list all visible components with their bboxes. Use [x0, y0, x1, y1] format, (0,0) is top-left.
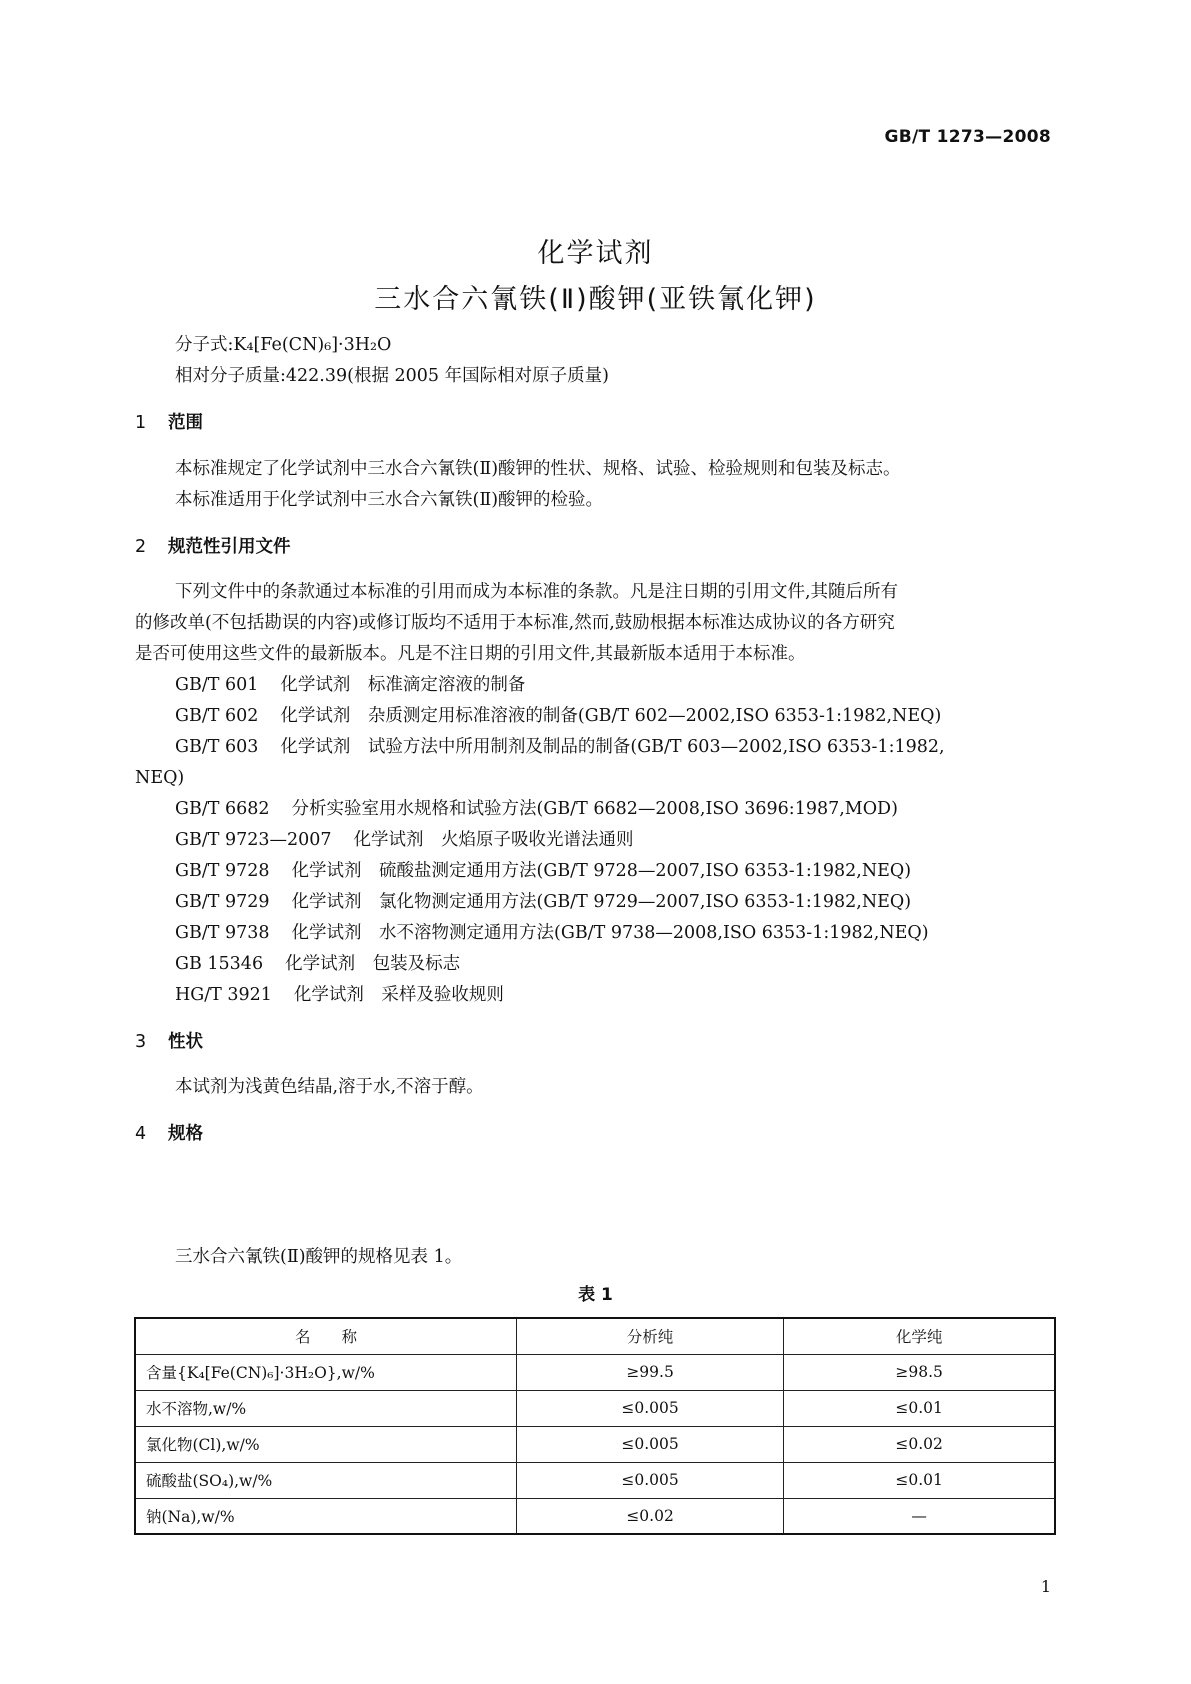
reference-title: 化学试剂 包装及标志: [285, 954, 461, 974]
section-title: 性状: [168, 1032, 203, 1052]
reference-title: 分析实验室用水规格和试验方法(GB/T 6682—2008,ISO 3696:1987,MOD): [291, 799, 898, 819]
paragraph: 本试剂为浅黄色结晶,溶于水,不溶于醇。: [175, 1077, 484, 1097]
document-subtitle: 三水合六氰铁(Ⅱ)酸钾(亚铁氰化钾): [374, 284, 817, 315]
reference-code: GB/T 601: [175, 675, 259, 695]
section-title: 范围: [168, 413, 203, 433]
table-cell: ≤0.01: [784, 1462, 1055, 1498]
reference-title: 化学试剂 硫酸盐测定通用方法(GB/T 9728—2007,ISO 6353-1:1982,NEQ): [291, 861, 912, 881]
section-heading-properties: [135, 1030, 203, 1054]
paragraph-line: 的修改单(不包括勘误的内容)或修订版均不适用于本标准,然而,鼓励根据本标准达成协议的各方研究: [135, 613, 895, 633]
section-number: 1: [135, 413, 147, 433]
reference-item: [175, 704, 1095, 728]
table-cell: 氯化物(Cl),w/%: [135, 1426, 516, 1462]
table-row: [135, 1462, 1055, 1498]
table-cell: ≤0.02: [784, 1426, 1055, 1462]
section-number: 4: [135, 1124, 147, 1144]
reference-code: GB/T 9729: [175, 892, 270, 912]
reference-continuation: NEQ): [135, 768, 185, 788]
table-cell: —: [784, 1498, 1055, 1534]
paragraph-line: 下列文件中的条款通过本标准的引用而成为本标准的条款。凡是注日期的引用文件,其随后所有: [175, 582, 899, 602]
reference-code: GB/T 6682: [175, 799, 270, 819]
reference-item: [175, 735, 1095, 759]
section-number: 2: [135, 537, 147, 557]
reference-item: [175, 921, 1095, 945]
table-cell: ≤0.005: [516, 1462, 783, 1498]
reference-code: HG/T 3921: [175, 985, 272, 1005]
column-header: 分析纯: [516, 1318, 783, 1354]
table-header-row: [135, 1318, 1055, 1354]
table-caption: 表 1: [578, 1285, 613, 1305]
table-cell: ≤0.01: [784, 1390, 1055, 1426]
standard-number: GB/T 1273—2008: [884, 127, 1051, 147]
column-header: 化学纯: [784, 1318, 1055, 1354]
reference-title: 化学试剂 杂质测定用标准溶液的制备(GB/T 602—2002,ISO 6353-1:1982,NEQ): [280, 706, 942, 726]
reference-title: 化学试剂 试验方法中所用制剂及制品的制备(GB/T 603—2002,ISO 6353-1:1982,: [280, 737, 945, 757]
reference-item: [175, 952, 1095, 976]
molecular-formula: 分子式:K₄[Fe(CN)₆]·3H₂O: [175, 335, 392, 355]
section-heading-normative-references: [135, 535, 291, 559]
reference-code: GB/T 603: [175, 737, 259, 757]
reference-item: [175, 983, 1095, 1007]
table-row: [135, 1426, 1055, 1462]
reference-title: 化学试剂 采样及验收规则: [293, 985, 504, 1005]
table-cell: ≥99.5: [516, 1354, 783, 1390]
reference-item: [175, 890, 1095, 914]
section-heading-specifications: [135, 1122, 203, 1146]
table-cell: ≤0.005: [516, 1426, 783, 1462]
paragraph: 本标准适用于化学试剂中三水合六氰铁(Ⅱ)酸钾的检验。: [175, 490, 604, 510]
table-cell: ≥98.5: [784, 1354, 1055, 1390]
reference-item: [175, 828, 1095, 852]
table-cell: ≤0.005: [516, 1390, 783, 1426]
molecular-mass: 相对分子质量:422.39(根据 2005 年国际相对原子质量): [175, 366, 609, 386]
reference-item: [175, 859, 1095, 883]
reference-title: 化学试剂 氯化物测定通用方法(GB/T 9729—2007,ISO 6353-1:1982,NEQ): [291, 892, 912, 912]
table-cell: 含量{K₄[Fe(CN)₆]·3H₂O},w/%: [135, 1354, 516, 1390]
reference-title: 化学试剂 火焰原子吸收光谱法通则: [353, 830, 634, 850]
reference-title: 化学试剂 标准滴定溶液的制备: [280, 675, 526, 695]
paragraph-line: 是否可使用这些文件的最新版本。凡是不注日期的引用文件,其最新版本适用于本标准。: [135, 644, 806, 664]
reference-code: GB 15346: [175, 954, 264, 974]
table-cell: ≤0.02: [516, 1498, 783, 1534]
reference-code: GB/T 9728: [175, 861, 270, 881]
paragraph: 本标准规定了化学试剂中三水合六氰铁(Ⅱ)酸钾的性状、规格、试验、检验规则和包装及标志。: [175, 459, 901, 479]
paragraph: 三水合六氰铁(Ⅱ)酸钾的规格见表 1。: [175, 1247, 463, 1267]
table-row: [135, 1354, 1055, 1390]
reference-item: [175, 673, 1095, 697]
table-cell: 水不溶物,w/%: [135, 1390, 516, 1426]
reference-title: 化学试剂 水不溶物测定通用方法(GB/T 9738—2008,ISO 6353-1:1982,NEQ): [291, 923, 929, 943]
section-number: 3: [135, 1032, 147, 1052]
section-title: 规范性引用文件: [168, 537, 291, 557]
section-title: 规格: [168, 1124, 203, 1144]
table-cell: 硫酸盐(SO₄),w/%: [135, 1462, 516, 1498]
table-row: [135, 1390, 1055, 1426]
reference-code: GB/T 602: [175, 706, 259, 726]
document-title: 化学试剂: [537, 238, 654, 269]
column-header: 名 称: [135, 1318, 516, 1354]
reference-code: GB/T 9723—2007: [175, 830, 332, 850]
reference-code: GB/T 9738: [175, 923, 270, 943]
table-cell: 钠(Na),w/%: [135, 1498, 516, 1534]
reference-item: [175, 797, 1095, 821]
section-heading-scope: [135, 411, 203, 435]
specification-table: [134, 1317, 1056, 1535]
page-number: 1: [1040, 1577, 1051, 1596]
table-row: [135, 1498, 1055, 1534]
